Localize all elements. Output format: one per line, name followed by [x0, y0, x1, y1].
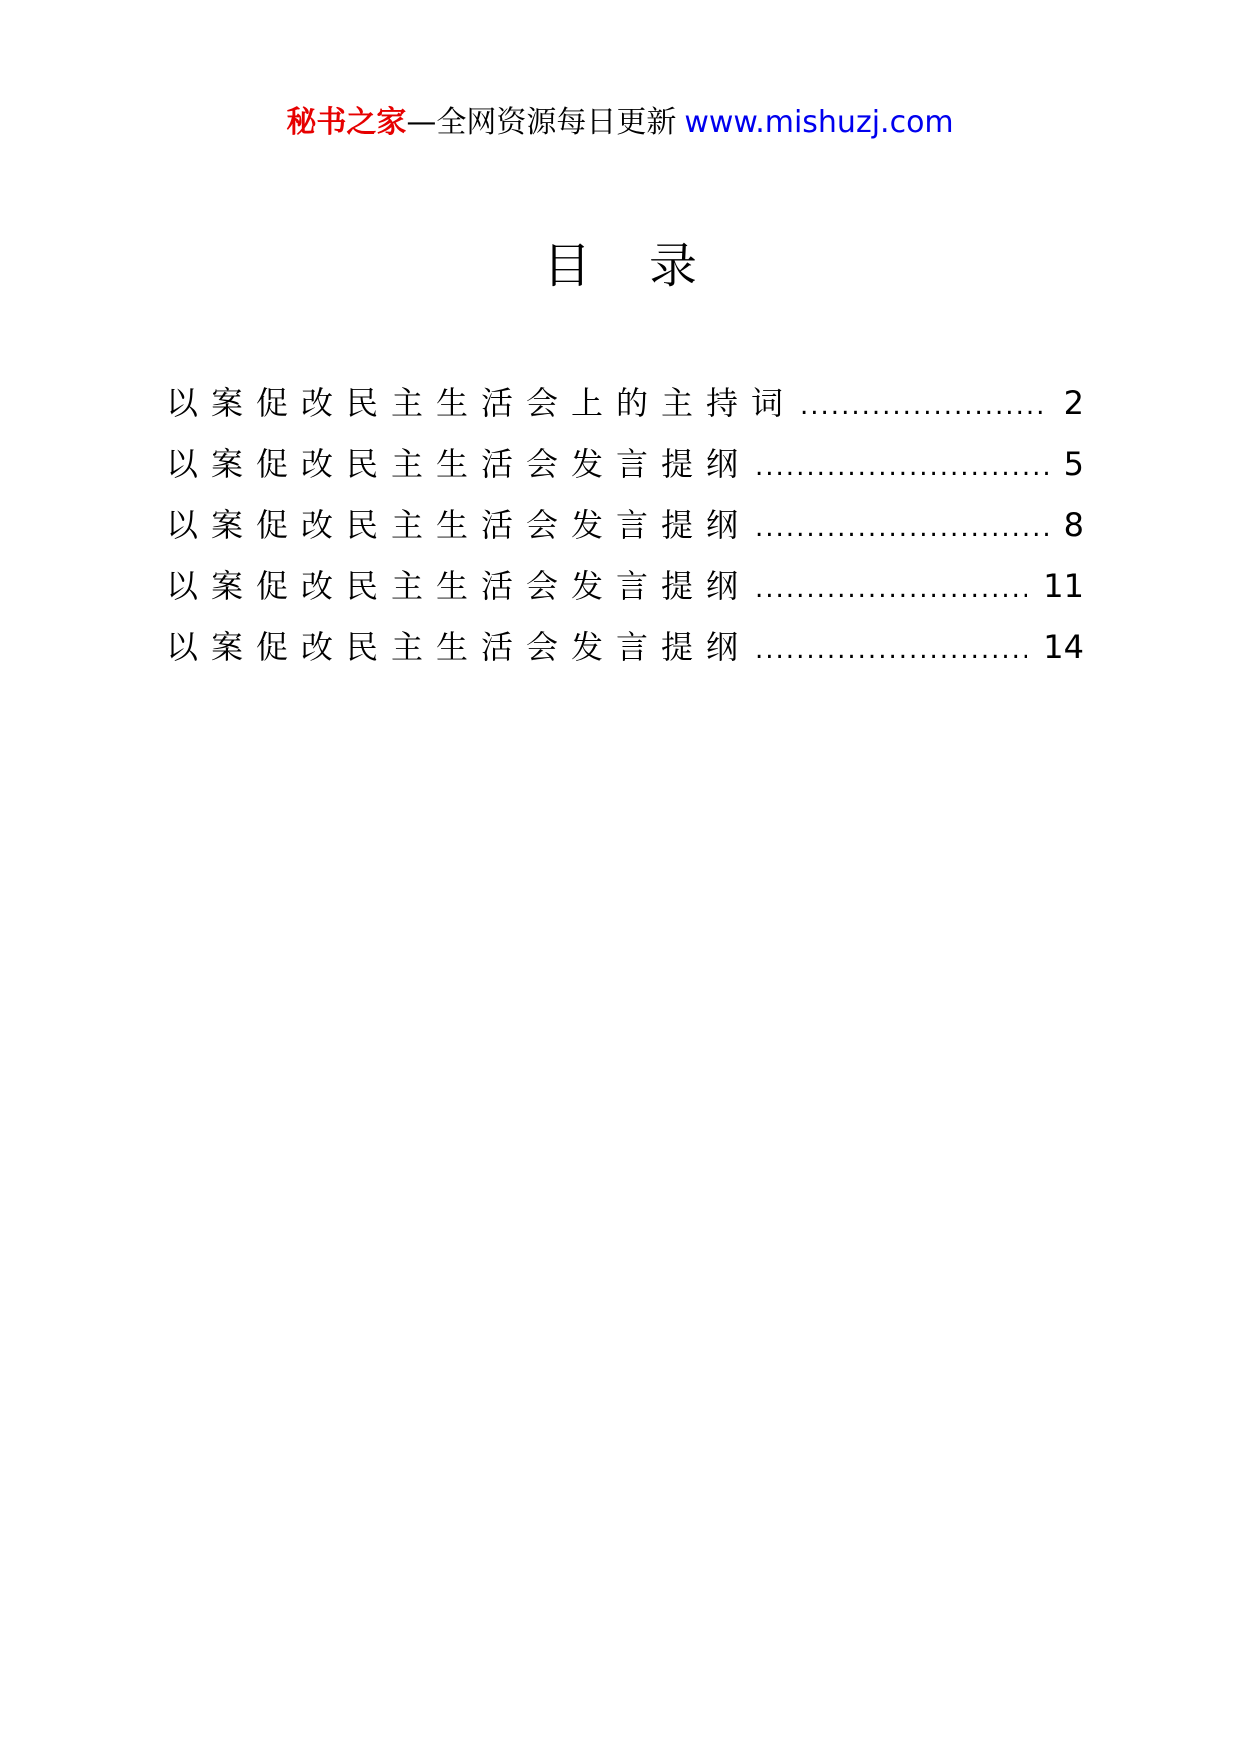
toc-entry[interactable]: [166, 436, 1084, 497]
toc-dot-leader: [755, 622, 1027, 678]
toc-dot-leader: [755, 561, 1027, 617]
page-header: [0, 100, 1240, 146]
header-slogan: —全网资源每日更新: [406, 105, 677, 140]
toc-list: [166, 375, 1084, 680]
toc-entry[interactable]: [166, 619, 1084, 680]
toc-entry-title: 以案促改民主生活会发言提纲: [166, 506, 752, 544]
site-url-link[interactable]: www.mishuzj.com: [684, 105, 954, 140]
toc-dot-leader: [755, 439, 1048, 495]
toc-page-number: 11: [1043, 567, 1084, 605]
toc-page-number: 2: [1063, 384, 1084, 422]
toc-entry-title: 以案促改民主生活会发言提纲: [166, 628, 752, 666]
toc-entry[interactable]: [166, 497, 1084, 558]
toc-entry-title: 以案促改民主生活会发言提纲: [166, 567, 752, 605]
toc-entry-title: 以案促改民主生活会上的主持词: [166, 384, 797, 422]
toc-page-number: 14: [1043, 628, 1084, 666]
toc-entry[interactable]: [166, 558, 1084, 619]
toc-page-number: 8: [1063, 506, 1084, 544]
brand-name: 秘书之家: [286, 105, 407, 140]
toc-entry[interactable]: [166, 375, 1084, 436]
toc-entry-title: 以案促改民主生活会发言提纲: [166, 445, 752, 483]
toc-dot-leader: [755, 500, 1048, 556]
toc-page-number: 5: [1063, 445, 1084, 483]
toc-title: 目录: [542, 238, 755, 294]
toc-dot-leader: [800, 378, 1048, 434]
